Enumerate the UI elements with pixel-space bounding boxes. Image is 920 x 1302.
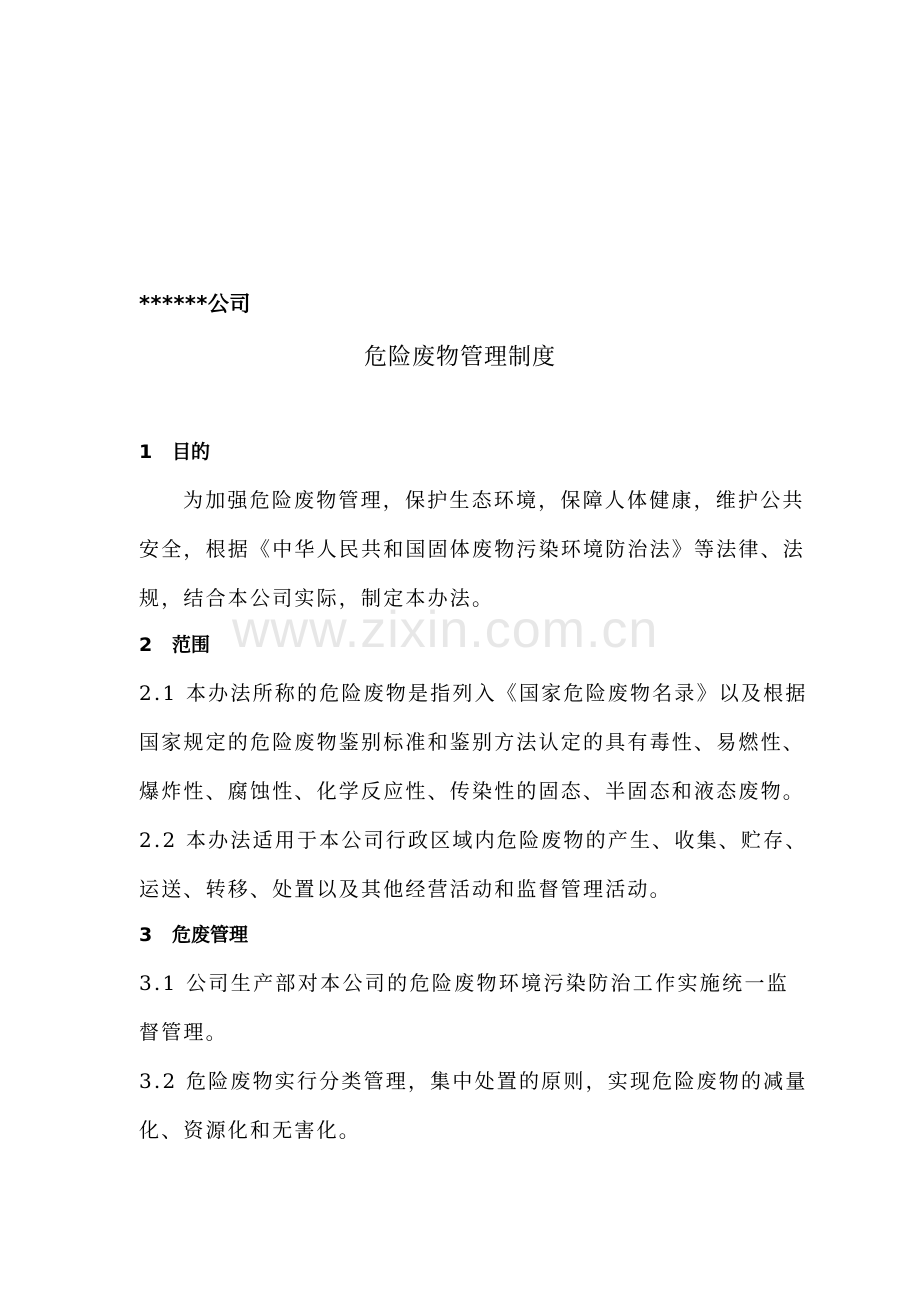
paragraph-line: 2.1 本办法所称的危险废物是指列入《国家危险废物名录》以及根据 [139, 681, 808, 705]
section-number: 3 [139, 924, 153, 946]
paragraph-line: 2.2 本办法适用于本公司行政区域内危险废物的产生、收集、贮存、 [139, 828, 808, 852]
section-heading-3 [139, 920, 248, 947]
paragraph-line: 3.2 危险废物实行分类管理，集中处置的原则，实现危险废物的减量 [139, 1069, 808, 1093]
section-heading-1 [139, 437, 210, 464]
section-heading-2 [139, 630, 210, 657]
paragraph-line: 督管理。 [139, 1020, 228, 1044]
paragraph-line: 国家规定的危险废物鉴别标准和鉴别方法认定的具有毒性、易燃性、 [139, 730, 805, 754]
watermark: www.zixin.com.cn [232, 601, 659, 659]
paragraph-line: 规，结合本公司实际，制定本办法。 [139, 586, 495, 610]
company-name: ******公司 [139, 292, 251, 316]
paragraph-line: 运送、转移、处置以及其他经营活动和监督管理活动。 [139, 877, 672, 901]
document-title: 危险废物管理制度 [364, 344, 556, 370]
paragraph-line: 3.1 公司生产部对本公司的危险废物环境污染防治工作实施统一监 [139, 971, 789, 995]
section-title: 目的 [172, 441, 211, 463]
paragraph-line: 化、资源化和无害化。 [139, 1118, 361, 1142]
section-number: 1 [139, 441, 153, 463]
section-number: 2 [139, 634, 153, 656]
section-title: 范围 [172, 634, 211, 656]
section-title: 危废管理 [172, 924, 249, 946]
paragraph-line: 为加强危险废物管理，保护生态环境，保障人体健康，维护公共 [183, 488, 805, 512]
paragraph-line: 安全，根据《中华人民共和国固体废物污染环境防治法》等法律、法 [139, 537, 805, 561]
paragraph-line: 爆炸性、腐蚀性、化学反应性、传染性的固态、半固态和液态废物。 [139, 779, 805, 803]
